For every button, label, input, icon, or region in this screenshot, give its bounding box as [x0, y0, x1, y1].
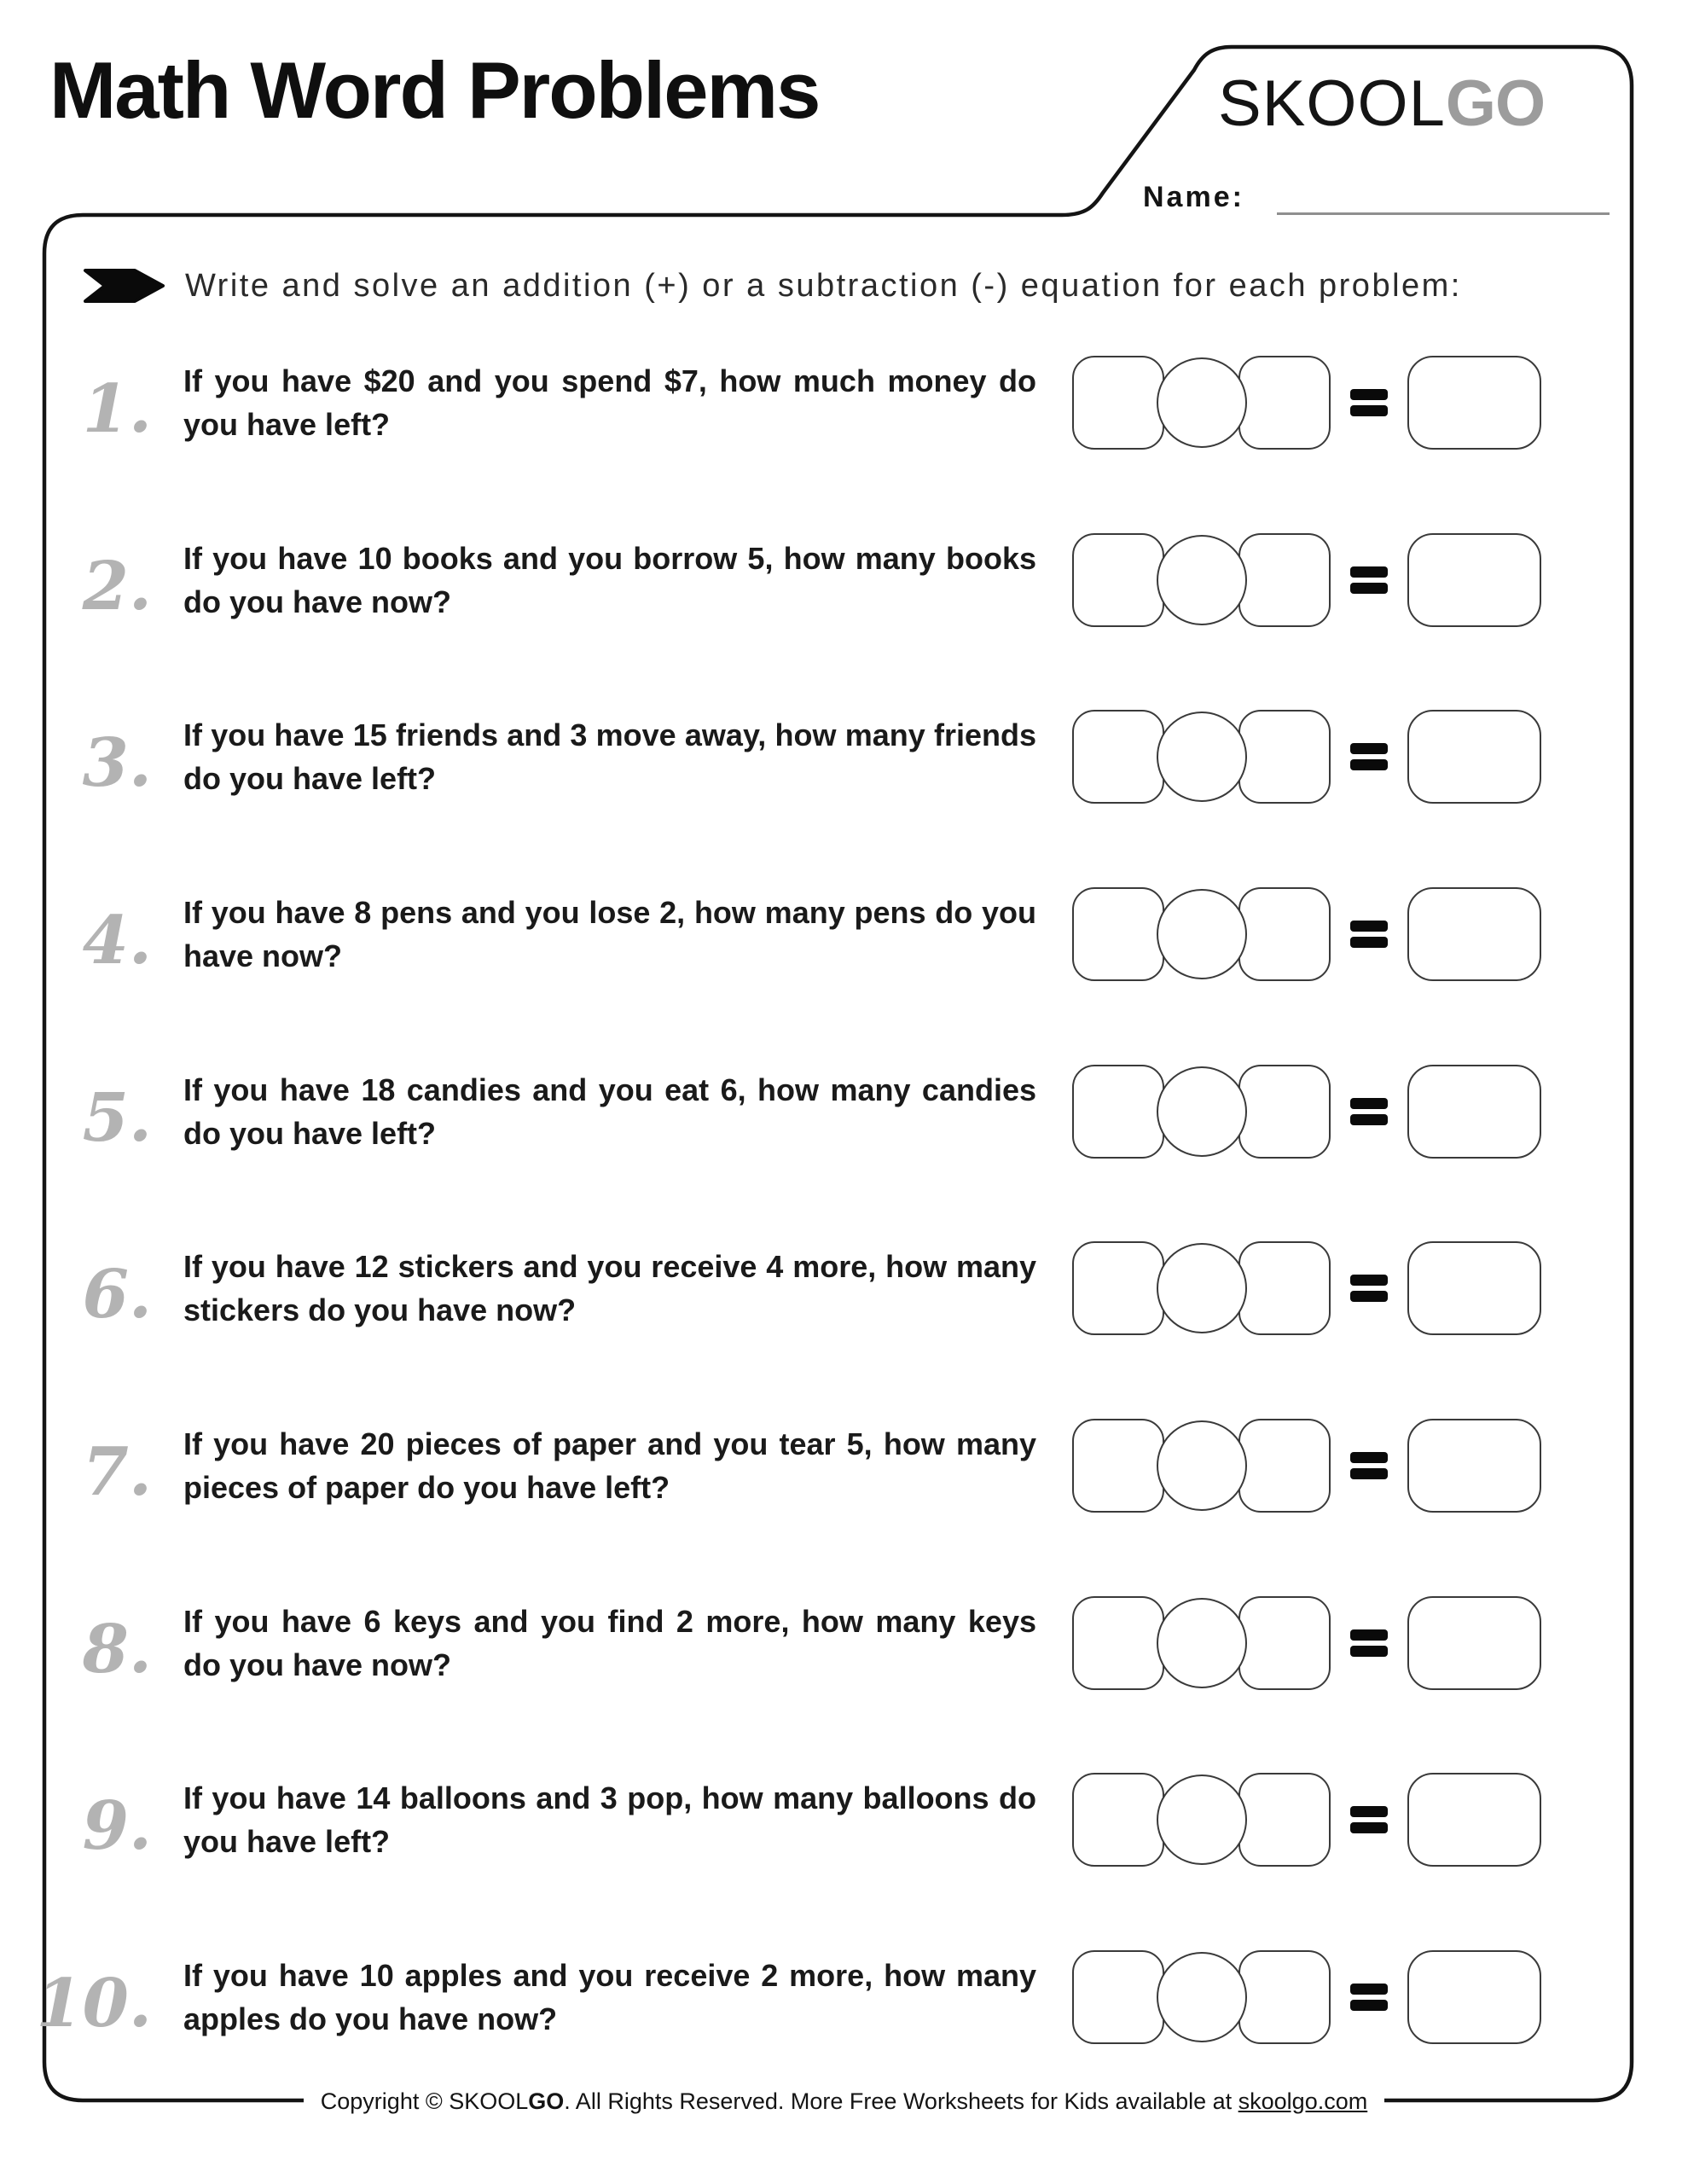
operator-circle[interactable] — [1157, 1598, 1247, 1688]
problem-text: If you have 8 pens and you lose 2, how many pens do you have now? — [183, 895, 1036, 973]
problem-number: 9. — [82, 1786, 152, 1865]
equation-area — [1072, 887, 1543, 981]
operand-box-1[interactable] — [1072, 710, 1164, 804]
problem-number: 8. — [82, 1610, 152, 1688]
equation-area — [1072, 1596, 1543, 1690]
problem-row — [0, 519, 1688, 642]
equation-area — [1072, 1773, 1543, 1867]
equation-area — [1072, 1419, 1543, 1513]
copyright-text: Copyright © SKOOLGO. All Rights Reserved. More Free Worksheets for Kids available at skoolgo.com — [304, 2088, 1384, 2115]
problem-number: 4. — [82, 901, 152, 979]
problem-row — [0, 1936, 1688, 2059]
problem-row — [0, 1582, 1688, 1705]
result-box[interactable] — [1407, 533, 1541, 627]
problem-row — [0, 341, 1688, 464]
problem-text: If you have 18 candies and you eat 6, how many candies do you have left? — [183, 1072, 1036, 1151]
operator-circle[interactable] — [1157, 1774, 1247, 1865]
operand-box-2[interactable] — [1238, 1773, 1331, 1867]
name-label: Name: — [1143, 181, 1244, 213]
operator-circle[interactable] — [1157, 1420, 1247, 1511]
equals-sign — [1350, 887, 1388, 981]
equals-sign — [1350, 533, 1388, 627]
problem-row — [0, 1404, 1688, 1527]
result-box[interactable] — [1407, 1419, 1541, 1513]
equation-area — [1072, 710, 1543, 804]
equation-area — [1072, 533, 1543, 627]
page-title: Math Word Problems — [49, 45, 820, 135]
logo-text-skool: SKOOL — [1218, 67, 1446, 140]
problem-row — [0, 695, 1688, 818]
problem-number: 1. — [82, 369, 152, 448]
problem-number: 3. — [82, 723, 152, 802]
operand-box-2[interactable] — [1238, 710, 1331, 804]
problem-text: If you have 20 pieces of paper and you tear 5, how many pieces of paper do you have left? — [183, 1426, 1036, 1505]
operand-box-2[interactable] — [1238, 533, 1331, 627]
problem-row — [0, 1227, 1688, 1350]
problem-row — [0, 1758, 1688, 1881]
problem-number: 7. — [82, 1432, 152, 1511]
instruction-row — [84, 256, 1462, 316]
equals-sign — [1350, 710, 1388, 804]
problem-number: 10. — [36, 1964, 152, 2042]
problem-text: If you have 6 keys and you find 2 more, how many keys do you have now? — [183, 1604, 1036, 1682]
equals-sign — [1350, 1065, 1388, 1159]
operator-circle[interactable] — [1157, 357, 1247, 448]
result-box[interactable] — [1407, 887, 1541, 981]
equation-area — [1072, 356, 1543, 450]
equation-area — [1072, 1950, 1543, 2044]
result-box[interactable] — [1407, 356, 1541, 450]
equation-area — [1072, 1241, 1543, 1335]
operand-box-1[interactable] — [1072, 1773, 1164, 1867]
result-box[interactable] — [1407, 1596, 1541, 1690]
skoolgo-link[interactable]: skoolgo.com — [1238, 2088, 1368, 2114]
result-box[interactable] — [1407, 710, 1541, 804]
problem-number: 6. — [82, 1255, 152, 1333]
logo-text-go: GO — [1445, 67, 1546, 140]
operand-box-1[interactable] — [1072, 1419, 1164, 1513]
problem-number: 2. — [82, 547, 152, 625]
arrow-icon — [84, 269, 165, 303]
problem-text: If you have 10 apples and you receive 2 more, how many apples do you have now? — [183, 1958, 1036, 2036]
problem-row — [0, 873, 1688, 996]
result-box[interactable] — [1407, 1241, 1541, 1335]
name-input-line[interactable] — [1277, 212, 1610, 215]
problem-row — [0, 1050, 1688, 1173]
operand-box-2[interactable] — [1238, 1241, 1331, 1335]
operator-circle[interactable] — [1157, 1243, 1247, 1333]
result-box[interactable] — [1407, 1950, 1541, 2044]
operand-box-1[interactable] — [1072, 1241, 1164, 1335]
skoolgo-logo — [1218, 67, 1610, 141]
problem-text: If you have 12 stickers and you receive 4 more, how many stickers do you have now? — [183, 1249, 1036, 1327]
equals-sign — [1350, 1773, 1388, 1867]
operand-box-2[interactable] — [1238, 1419, 1331, 1513]
operand-box-1[interactable] — [1072, 533, 1164, 627]
operand-box-2[interactable] — [1238, 1596, 1331, 1690]
problem-text: If you have $20 and you spend $7, how much money do you have left? — [183, 363, 1036, 442]
equals-sign — [1350, 1950, 1388, 2044]
problem-text: If you have 15 friends and 3 move away, how many friends do you have left? — [183, 717, 1036, 796]
operand-box-2[interactable] — [1238, 1065, 1331, 1159]
operator-circle[interactable] — [1157, 535, 1247, 625]
problem-text: If you have 14 balloons and 3 pop, how many balloons do you have left? — [183, 1780, 1036, 1859]
operator-circle[interactable] — [1157, 712, 1247, 802]
operand-box-1[interactable] — [1072, 1596, 1164, 1690]
operand-box-1[interactable] — [1072, 356, 1164, 450]
equals-sign — [1350, 1419, 1388, 1513]
operand-box-1[interactable] — [1072, 1065, 1164, 1159]
problem-number: 5. — [82, 1078, 152, 1157]
operand-box-1[interactable] — [1072, 887, 1164, 981]
operator-circle[interactable] — [1157, 1952, 1247, 2042]
instruction-text: Write and solve an addition (+) or a subtraction (-) equation for each problem: — [185, 267, 1462, 304]
problem-text: If you have 10 books and you borrow 5, how many books do you have now? — [183, 541, 1036, 619]
operator-circle[interactable] — [1157, 1066, 1247, 1157]
result-box[interactable] — [1407, 1773, 1541, 1867]
operand-box-2[interactable] — [1238, 887, 1331, 981]
equals-sign — [1350, 1596, 1388, 1690]
footer — [0, 2084, 1688, 2118]
equals-sign — [1350, 356, 1388, 450]
operand-box-2[interactable] — [1238, 1950, 1331, 2044]
equation-area — [1072, 1065, 1543, 1159]
result-box[interactable] — [1407, 1065, 1541, 1159]
operator-circle[interactable] — [1157, 889, 1247, 979]
equals-sign — [1350, 1241, 1388, 1335]
operand-box-2[interactable] — [1238, 356, 1331, 450]
operand-box-1[interactable] — [1072, 1950, 1164, 2044]
